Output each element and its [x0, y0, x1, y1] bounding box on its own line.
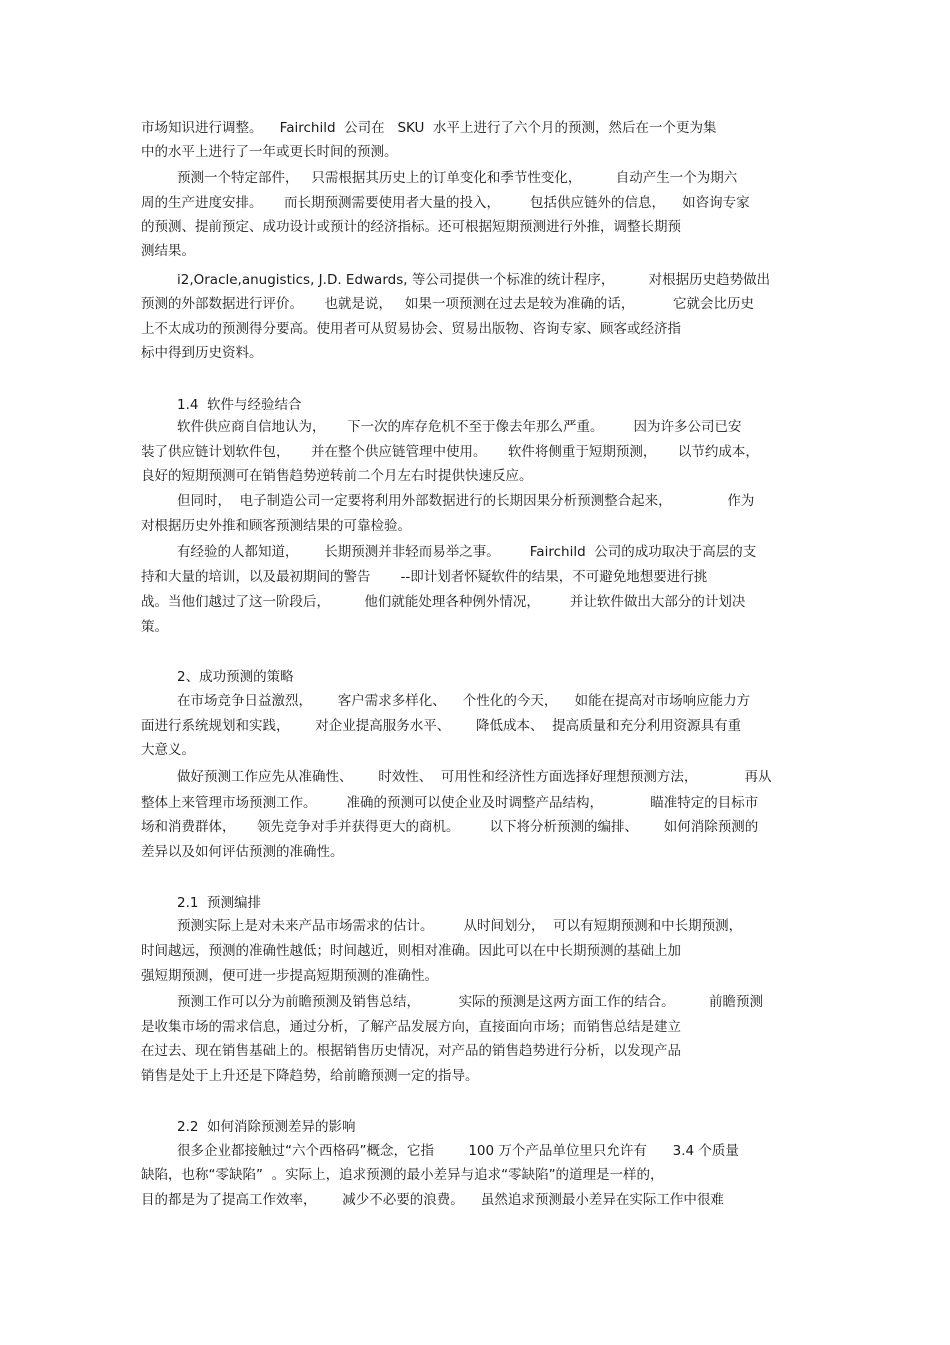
section-heading: 2.1 预测编排 — [177, 895, 262, 911]
text-line: 场和消费群体， 领先竞争对手并获得更大的商机。 以下将分析预测的编排、 如何消除预测的 — [141, 819, 759, 835]
text-line: 有经验的人都知道， 长期预测并非轻而易举之事。 Fairchild 公司的成功取决于高层的支 — [177, 544, 757, 560]
text-line: 大意义。 — [141, 742, 195, 758]
text-line: 做好预测工作应先从准确性、 时效性、 可用性和经济性方面选择好理想预测方法， 再从 — [177, 769, 772, 785]
text-line: 策。 — [141, 619, 168, 635]
text-line: 目的都是为了提高工作效率， 减少不必要的浪费。 虽然追求预测最小差异在实际工作中很难 — [141, 1192, 724, 1208]
section-heading: 2.2 如何消除预测差异的影响 — [177, 1119, 356, 1135]
text-line: 很多企业都接触过“六个西格码”概念，它指 100 万个产品单位里只允许有 3.4 个质量 — [177, 1143, 739, 1159]
text-line: 在市场竞争日益激烈， 客户需求多样化、 个性化的今天， 如能在提高对市场响应能力方 — [177, 693, 751, 709]
text-line: 在过去、现在销售基础上的。根据销售历史情况，对产品的销售趋势进行分析，以发现产品 — [141, 1043, 681, 1059]
text-line: 对根据历史外推和顾客预测结果的可靠检验。 — [141, 518, 411, 534]
text-line: 预测的外部数据进行评价。 也就是说， 如果一项预测在过去是较为准确的话， 它就会比历史 — [141, 296, 754, 312]
text-line: 的预测、提前预定、成功设计或预计的经济指标。还可根据短期预测进行外推，调整长期预 — [141, 219, 681, 235]
section-heading: 2、成功预测的策略 — [177, 669, 294, 685]
section-heading: 1.4 软件与经验结合 — [177, 397, 302, 413]
text-line: 缺陷，也称“零缺陷” 。实际上，追求预测的最小差异与追求“零缺陷”的道理是一样的， — [141, 1167, 664, 1183]
text-line: 软件供应商自信地认为， 下一次的库存危机不至于像去年那么严重。 因为许多公司已安 — [177, 419, 742, 435]
text-line: 周的生产进度安排。 而长期预测需要使用者大量的投入， 包括供应链外的信息， 如咨询专家 — [141, 195, 750, 211]
text-line: 销售是处于上升还是下降趋势，给前瞻预测一定的指导。 — [141, 1068, 479, 1084]
text-line: 整体上来管理市场预测工作。 准确的预测可以使企业及时调整产品结构， 瞄准特定的目标市 — [141, 795, 759, 811]
text-line: 面进行系统规划和实践， 对企业提高服务水平、 降低成本、 提高质量和充分利用资源具有重 — [141, 718, 742, 734]
text-line: 装了供应链计划软件包， 并在整个供应链管理中使用。 软件将侧重于短期预测， 以节约成本， — [141, 444, 759, 460]
text-line: 测结果。 — [141, 243, 195, 259]
text-line: 标中得到历史资料。 — [141, 345, 263, 361]
text-line: 但同时， 电子制造公司一定要将利用外部数据进行的长期因果分析预测整合起来， 作为 — [177, 493, 755, 509]
text-line: 持和大量的培训，以及最初期间的警告 --即计划者怀疑软件的结果，不可避免地想要进行挑 — [141, 569, 708, 585]
text-line: 市场知识进行调整。 Fairchild 公司在 SKU 水平上进行了六个月的预测，然后在一个更为集 — [141, 120, 717, 136]
text-line: 差异以及如何评估预测的准确性。 — [141, 844, 344, 860]
text-line: i2,Oracle,anugistics, J.D. Edwards, 等公司提供一个标准的统计程序， 对根据历史趋势做出 — [177, 272, 771, 288]
text-line: 预测实际上是对未来产品市场需求的估计。 从时间划分， 可以有短期预测和中长期预测， — [177, 918, 743, 934]
text-line: 强短期预测，便可进一步提高短期预测的准确性。 — [141, 968, 438, 984]
text-line: 时间越远，预测的准确性越低；时间越近，则相对准确。因此可以在中长期预测的基础上加 — [141, 943, 681, 959]
text-line: 上不太成功的预测得分要高。使用者可从贸易协会、贸易出版物、咨询专家、顾客或经济指 — [141, 321, 681, 337]
text-line: 战。当他们越过了这一阶段后， 他们就能处理各种例外情况， 并让软件做出大部分的计划决 — [141, 594, 746, 610]
text-line: 中的水平上进行了一年或更长时间的预测。 — [141, 144, 398, 160]
text-line: 预测工作可以分为前瞻预测及销售总结， 实际的预测是这两方面工作的结合。 前瞻预测 — [177, 994, 763, 1010]
text-line: 是收集市场的需求信息，通过分析，了解产品发展方向，直接面向市场；而销售总结是建立 — [141, 1019, 681, 1035]
text-line: 预测一个特定部件， 只需根据其历史上的订单变化和季节性变化， 自动产生一个为期六 — [177, 170, 738, 186]
text-line: 良好的短期预测可在销售趋势逆转前二个月左右时提供快速反应。 — [141, 468, 533, 484]
